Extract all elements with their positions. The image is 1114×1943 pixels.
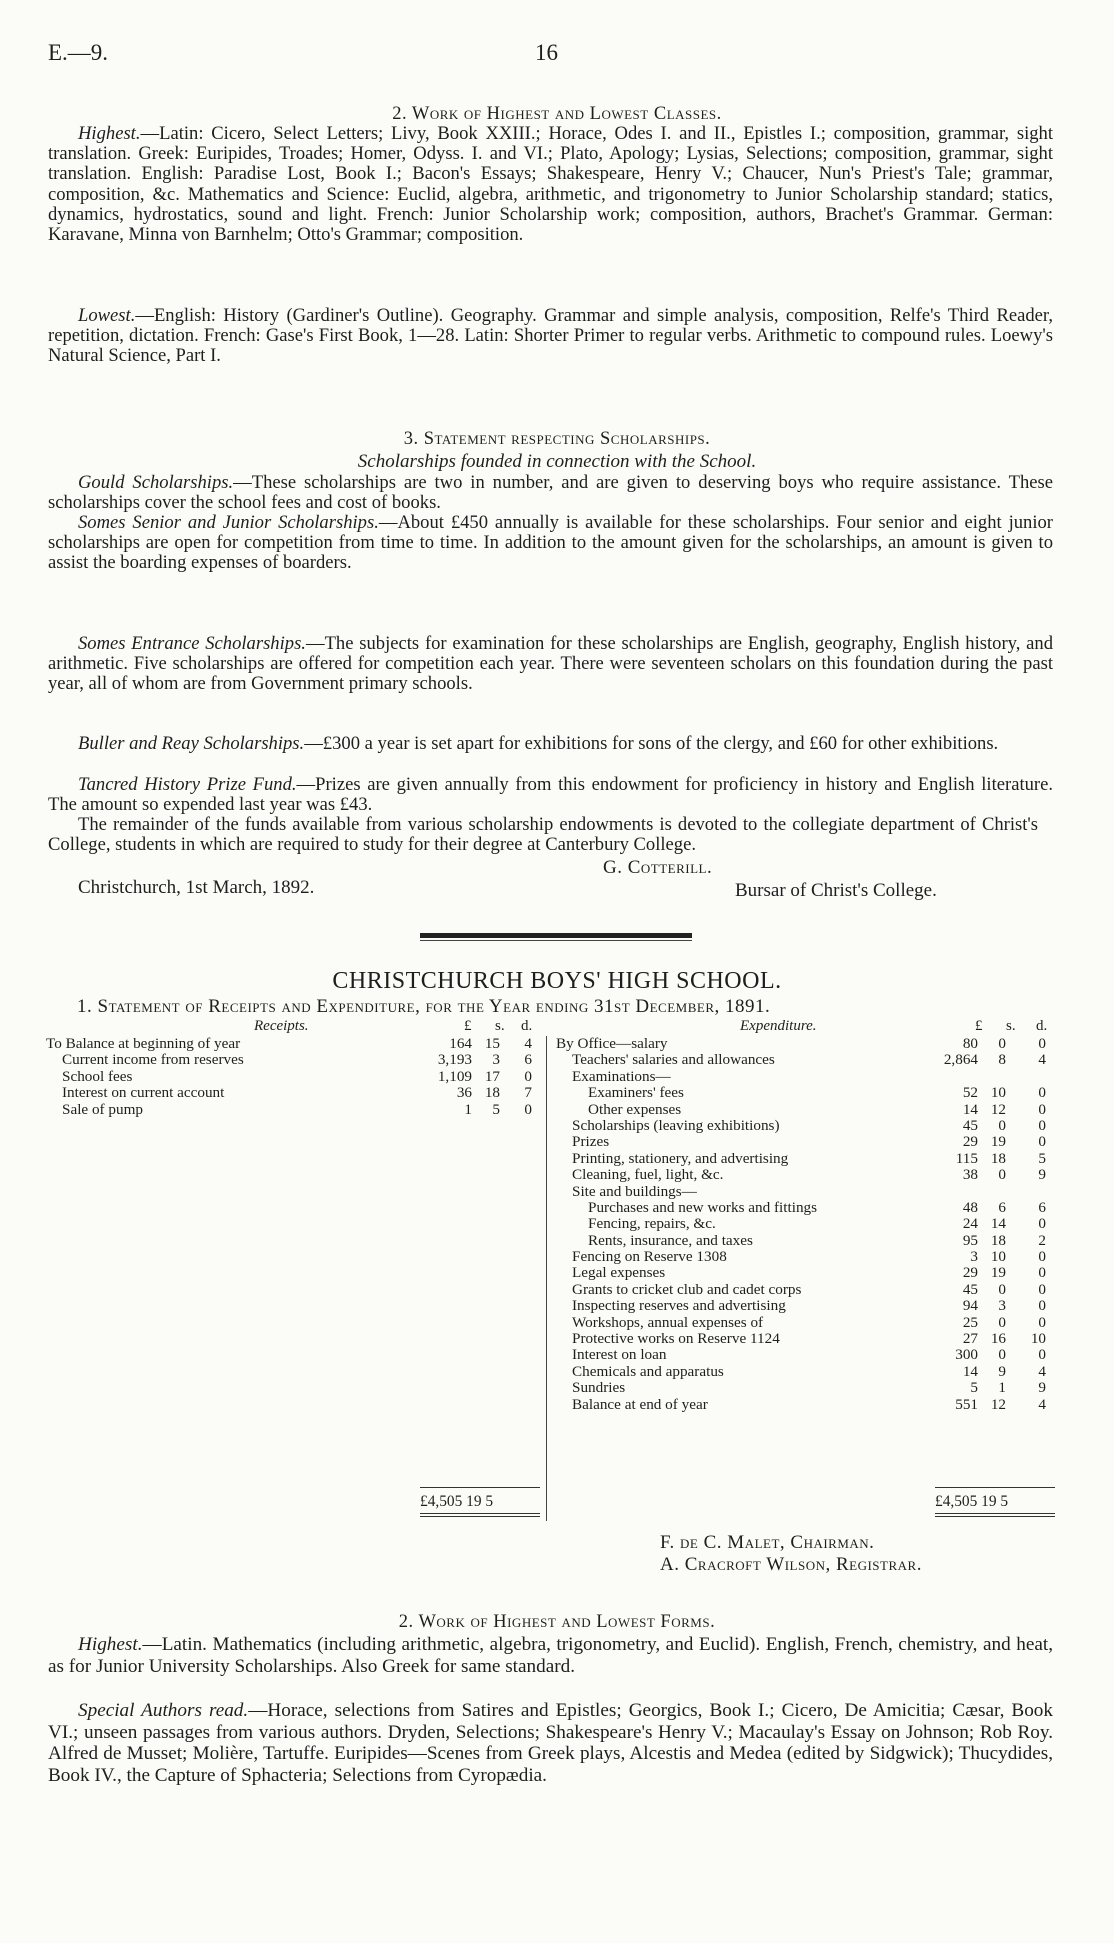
lowest-classes-paragraph	[48, 306, 1053, 367]
buller-reay-paragraph	[48, 734, 1053, 754]
expenditure-row	[556, 1364, 1056, 1380]
page-code: E.—9.	[48, 40, 109, 65]
expenditure-amount-shillings: 12	[990, 1100, 1006, 1118]
expenditure-amount-shillings: 6	[998, 1198, 1006, 1216]
receipts-total-rule	[420, 1487, 540, 1488]
somes-senior-text: —About £450 annually is available for these scholarships. Four senior and eight junior scholarships are open for competition from time to time. In addition to the amount given for the scholarships, an amount is given to assist the boarding expenses of boarders.	[48, 512, 1053, 574]
expenditure-row	[556, 1036, 1056, 1052]
receipts-amount-pence: 0	[524, 1100, 532, 1118]
expenditure-amount-pence: 4	[1038, 1395, 1046, 1413]
separator-rule	[420, 933, 692, 938]
section-heading-scholarships: 3. Statement respecting Scholarships.	[403, 429, 711, 449]
expenditure-total-double-rule-2	[935, 1516, 1055, 1517]
expenditure-amount-pounds: 45	[962, 1280, 978, 1298]
receipts-amount-pounds: 36	[456, 1084, 472, 1102]
statement-heading: 1. Statement of Receipts and Expenditure, for the Year ending 31st December, 1891.	[77, 996, 771, 1017]
expenditure-amount-shillings: 14	[990, 1215, 1006, 1233]
expenditure-amount-pence: 4	[1038, 1051, 1046, 1069]
receipts-label: To Balance at beginning of year	[46, 1035, 241, 1052]
signer-title: Bursar of Christ's College.	[735, 880, 937, 901]
forms-highest-text: —Latin. Mathematics (including arithmetic, algebra, trigonometry, and Euclid). English, French, chemistry, and heat, as for Junior University Scholarships. Also Greek for same standard.	[48, 1634, 1053, 1677]
expenditure-amount-shillings: 19	[990, 1133, 1006, 1151]
somes-entrance-label: Somes Entrance Scholarships.	[78, 633, 306, 654]
expenditure-amount-pounds: 29	[962, 1264, 978, 1282]
expenditure-amount-pounds: 48	[962, 1198, 978, 1216]
section-heading-classes: 2. Work of Highest and Lowest Classes.	[392, 104, 722, 124]
receipts-label: School fees	[62, 1067, 133, 1085]
expenditure-amount-pounds: 551	[955, 1395, 978, 1413]
expenditure-total-double-rule-1	[935, 1513, 1055, 1514]
expenditure-label: Chemicals and apparatus	[572, 1362, 724, 1380]
expenditure-label: Legal expenses	[572, 1264, 666, 1282]
expenditure-label: Scholarships (leaving exhibitions)	[572, 1116, 780, 1134]
expenditure-row	[556, 1118, 1056, 1134]
expenditure-label: Purchases and new works and fittings	[588, 1198, 818, 1216]
receipts-total-double-rule-2	[420, 1516, 540, 1517]
expenditure-amount-pounds: 300	[955, 1346, 978, 1364]
expenditure-table	[556, 1036, 1056, 1413]
remainder-paragraph: The remainder of the funds available from various scholarship endowments is devoted to the collegiate department of Christ's College, students in which are required to study for their degree at Canterbury College.	[48, 814, 1038, 856]
expenditure-row	[556, 1265, 1056, 1281]
place-date: Christchurch, 1st March, 1892.	[78, 877, 315, 898]
expenditure-amount-pounds: 115	[955, 1149, 978, 1167]
expenditure-amount-pounds: 80	[962, 1035, 978, 1052]
expenditure-amount-shillings: 0	[998, 1116, 1006, 1134]
separator-rule-thin	[420, 940, 692, 941]
expenditure-label: Fencing on Reserve 1308	[572, 1248, 727, 1266]
expenditure-row	[556, 1102, 1056, 1118]
expenditure-amount-pounds: 95	[962, 1231, 978, 1249]
receipts-label: Sale of pump	[62, 1100, 143, 1118]
gould-paragraph	[48, 473, 1053, 513]
somes-senior-label: Somes Senior and Junior Scholarships.	[78, 512, 379, 533]
expenditure-row	[556, 1216, 1056, 1232]
expenditure-amount-pence: 0	[1038, 1100, 1046, 1118]
gould-label: Gould Scholarships.	[78, 472, 234, 493]
expenditure-amount-pounds: 14	[962, 1100, 978, 1118]
expenditure-amount-shillings: 10	[990, 1084, 1006, 1102]
expenditure-amount-pence: 9	[1038, 1379, 1046, 1397]
school-title: CHRISTCHURCH BOYS' HIGH SCHOOL.	[332, 968, 782, 994]
page-number: 16	[535, 40, 558, 65]
receipts-amount-shillings: 18	[484, 1084, 500, 1102]
tancred-label: Tancred History Prize Fund.	[78, 774, 297, 795]
expenditure-amount-pence: 6	[1038, 1198, 1046, 1216]
expenditure-label: Workshops, annual expenses of	[572, 1313, 764, 1331]
expenditure-label: Sundries	[572, 1379, 626, 1397]
expenditure-amount-shillings: 3	[998, 1297, 1006, 1315]
expenditure-amount-shillings: 0	[998, 1035, 1006, 1052]
expenditure-amount-pence: 0	[1038, 1297, 1046, 1315]
expenditure-row	[556, 1249, 1056, 1265]
expenditure-label: Site and buildings—	[572, 1182, 697, 1200]
expenditure-label: Printing, stationery, and advertising	[572, 1149, 789, 1167]
receipts-amount-pounds: 1,109	[437, 1067, 472, 1085]
expenditure-row	[556, 1397, 1056, 1413]
expenditure-amount-shillings: 0	[998, 1346, 1006, 1364]
forms-highest-label: Highest.	[78, 1634, 143, 1655]
expenditure-row	[556, 1282, 1056, 1298]
signer-name: G. Cotterill.	[603, 857, 713, 878]
column-divider	[546, 1036, 547, 1521]
expenditure-amount-pence: 4	[1038, 1362, 1046, 1380]
expenditure-amount-shillings: 12	[990, 1395, 1006, 1413]
expenditure-amount-pounds: 27	[962, 1330, 978, 1348]
expenditure-amount-pounds: 3	[970, 1248, 978, 1266]
buller-reay-text: —£300 a year is set apart for exhibitions for sons of the clergy, and £60 for other exhibitions.	[304, 733, 999, 754]
expenditure-label: Fencing, repairs, &c.	[588, 1215, 716, 1233]
expenditure-amount-shillings: 19	[990, 1264, 1006, 1282]
expenditure-amount-pence: 0	[1038, 1264, 1046, 1282]
expenditure-row	[556, 1200, 1056, 1216]
expenditure-amount-pounds: 45	[962, 1116, 978, 1134]
expenditure-label: Grants to cricket club and cadet corps	[572, 1280, 802, 1298]
lowest-label: Lowest.	[78, 305, 136, 326]
somes-entrance-text: —The subjects for examination for these scholarships are English, geography, English history, and arithmetic. Five scholarships are offered for competition each year. There were seventeen scholars on this foundation during the past year, all of whom are from Government primary schools.	[48, 633, 1054, 695]
expenditure-row	[556, 1167, 1056, 1183]
expenditure-amount-pounds: 14	[962, 1362, 978, 1380]
highest-classes-paragraph	[48, 124, 1053, 245]
expenditure-amount-pounds: 38	[962, 1166, 978, 1184]
receipts-table	[46, 1036, 546, 1118]
expenditure-label: Inspecting reserves and advertising	[572, 1297, 786, 1315]
expenditure-amount-pence: 2	[1038, 1231, 1046, 1249]
expenditure-label: Examiners' fees	[588, 1084, 684, 1102]
expenditure-amount-pence: 0	[1038, 1084, 1046, 1102]
expenditure-amount-pounds: 52	[962, 1084, 978, 1102]
expenditure-amount-pounds: 2,864	[943, 1051, 978, 1069]
expenditure-amount-pence: 0	[1038, 1280, 1046, 1298]
highest-label: Highest.	[78, 123, 141, 144]
expenditure-label: Rents, insurance, and taxes	[588, 1231, 753, 1249]
receipts-amount-shillings: 15	[484, 1035, 500, 1052]
expenditure-amount-pounds: 24	[962, 1215, 978, 1233]
receipts-amount-pence: 4	[524, 1035, 532, 1052]
highest-forms-paragraph	[48, 1634, 1053, 1677]
expenditure-amount-shillings: 1	[998, 1379, 1006, 1397]
expenditure-row	[556, 1052, 1056, 1068]
expenditure-label: Cleaning, fuel, light, &c.	[572, 1166, 724, 1184]
receipts-amount-pounds: 164	[449, 1035, 472, 1052]
expenditure-row	[556, 1233, 1056, 1249]
expenditure-amount-pence: 0	[1038, 1313, 1046, 1331]
expenditure-amount-shillings: 18	[990, 1231, 1006, 1249]
receipts-total: £4,505 19 5	[420, 1493, 494, 1510]
expenditure-shilling-head: s.	[1006, 1018, 1016, 1034]
receipts-pound-head: £	[464, 1018, 472, 1034]
expenditure-heading: Expenditure.	[740, 1018, 817, 1034]
receipts-total-double-rule-1	[420, 1513, 540, 1514]
receipts-row	[46, 1069, 546, 1085]
expenditure-amount-pence: 0	[1038, 1248, 1046, 1266]
expenditure-row	[556, 1331, 1056, 1347]
chairman-signature: F. de C. Malet, Chairman.	[660, 1532, 875, 1553]
expenditure-amount-shillings: 16	[990, 1330, 1006, 1348]
receipts-amount-shillings: 17	[484, 1067, 500, 1085]
expenditure-amount-shillings: 9	[998, 1362, 1006, 1380]
tancred-text: —Prizes are given annually from this endowment for proficiency in history and English literature. The amount so expended last year was £43.	[48, 774, 1053, 816]
somes-entrance-paragraph	[48, 634, 1053, 695]
expenditure-label: By Office—salary	[556, 1035, 668, 1052]
expenditure-row	[556, 1298, 1056, 1314]
expenditure-label: Interest on loan	[572, 1346, 667, 1364]
receipts-amount-pounds: 3,193	[437, 1051, 472, 1069]
expenditure-amount-shillings: 18	[990, 1149, 1006, 1167]
receipts-amount-pence: 0	[524, 1067, 532, 1085]
receipts-heading: Receipts.	[254, 1018, 309, 1034]
section-heading-forms: 2. Work of Highest and Lowest Forms.	[398, 1612, 716, 1632]
receipts-row	[46, 1036, 546, 1052]
expenditure-total-rule	[935, 1487, 1055, 1488]
expenditure-label: Prizes	[572, 1133, 610, 1151]
expenditure-row	[556, 1085, 1056, 1101]
buller-reay-label: Buller and Reay Scholarships.	[78, 733, 305, 754]
tancred-paragraph	[48, 775, 1053, 815]
expenditure-amount-shillings: 8	[998, 1051, 1006, 1069]
highest-text: —Latin: Cicero, Select Letters; Livy, Book XXIII.; Horace, Odes I. and II., Epistles I.; composition, grammar, sight translation. Greek: Euripides, Troades; Homer, Odyss. I. and VI.; Plato, Apology; Lysias, Selections; composition, grammar, sight translation. English: Paradise Lost, Book I.; Bacon's Essays; Shakespeare, Henry V.; Chaucer, Nun's Priest's Tale; grammar, composition, &c. Mathematics and Science: Euclid, algebra, arithmetic, and trigonometry to Junior Scholarship standard; statics, dynamics, hydrostatics, sound and light. French: Junior Scholarship work; composition, authors, Brachet's Grammar. German: Karavane, Minna von Barnhelm; Otto's Grammar; composition.	[48, 123, 1053, 246]
receipts-label: Interest on current account	[62, 1084, 225, 1102]
expenditure-amount-pounds: 94	[962, 1297, 978, 1315]
receipts-amount-shillings: 3	[492, 1051, 500, 1069]
expenditure-total: £4,505 19 5	[935, 1493, 1009, 1510]
receipts-row	[46, 1085, 546, 1101]
expenditure-amount-pence: 10	[1030, 1330, 1046, 1348]
expenditure-label: Teachers' salaries and allowances	[572, 1051, 775, 1069]
expenditure-amount-shillings: 0	[998, 1280, 1006, 1298]
expenditure-amount-shillings: 10	[990, 1248, 1006, 1266]
receipts-shilling-head: s.	[495, 1018, 505, 1034]
expenditure-label: Examinations—	[572, 1067, 671, 1085]
receipts-amount-pence: 7	[524, 1084, 532, 1102]
expenditure-amount-pounds: 29	[962, 1133, 978, 1151]
expenditure-row	[556, 1134, 1056, 1150]
special-authors-paragraph	[48, 1700, 1053, 1786]
expenditure-row	[556, 1069, 1056, 1085]
expenditure-pence-head: d.	[1036, 1018, 1048, 1034]
expenditure-amount-pence: 0	[1038, 1133, 1046, 1151]
receipts-amount-pounds: 1	[464, 1100, 472, 1118]
expenditure-amount-pence: 0	[1038, 1116, 1046, 1134]
expenditure-row	[556, 1151, 1056, 1167]
receipts-amount-pence: 6	[524, 1051, 532, 1069]
receipts-row	[46, 1052, 546, 1068]
expenditure-label: Balance at end of year	[572, 1395, 708, 1413]
expenditure-label: Protective works on Reserve 1124	[572, 1330, 780, 1348]
receipts-pence-head: d.	[521, 1018, 533, 1034]
special-authors-text: —Horace, selections from Satires and Epistles; Georgics, Book I.; Cicero, De Amicitia; Cæsar, Book VI.; unseen passages from various authors. Dryden, Selections; Shakespeare's Henry V.; Macaulay's Essay on Johnson; Rob Roy. Alfred de Musset; Molière, Tartuffe. Euripides—Scenes from Greek plays, Alcestis and Medea (edited by Sidgwick); Thucydides, Book IV., the Capture of Sphacteria; Selections from Cyropædia.	[48, 1700, 1053, 1786]
expenditure-amount-shillings: 0	[998, 1166, 1006, 1184]
receipts-label: Current income from reserves	[62, 1051, 244, 1069]
registrar-signature: A. Cracroft Wilson, Registrar.	[660, 1554, 922, 1575]
expenditure-amount-pence: 0	[1038, 1215, 1046, 1233]
expenditure-row	[556, 1347, 1056, 1363]
expenditure-amount-pence: 0	[1038, 1035, 1046, 1052]
expenditure-amount-shillings: 0	[998, 1313, 1006, 1331]
expenditure-amount-pounds: 5	[970, 1379, 978, 1397]
expenditure-amount-pence: 9	[1038, 1166, 1046, 1184]
expenditure-pound-head: £	[975, 1018, 983, 1034]
expenditure-amount-pence: 5	[1038, 1149, 1046, 1167]
receipts-amount-shillings: 5	[492, 1100, 500, 1118]
expenditure-label: Other expenses	[588, 1100, 682, 1118]
lowest-text: —English: History (Gardiner's Outline). Geography. Grammar and simple analysis, composition, Relfe's Third Reader, repetition, dictation. French: Gase's First Book, 1—28. Latin: Shorter Primer to regular verbs. Arithmetic to compound rules. Loewy's Natural Science, Part I.	[48, 305, 1053, 367]
expenditure-row	[556, 1315, 1056, 1331]
expenditure-row	[556, 1184, 1056, 1200]
expenditure-amount-pence: 0	[1038, 1346, 1046, 1364]
special-authors-label: Special Authors read.	[78, 1700, 249, 1721]
expenditure-amount-pounds: 25	[962, 1313, 978, 1331]
somes-senior-paragraph	[48, 513, 1053, 574]
scholarships-subheading: Scholarships founded in connection with the School.	[357, 451, 757, 472]
gould-text: —These scholarships are two in number, and are given to deserving boys who require assistance. These scholarships cover the school fees and cost of books.	[48, 472, 1053, 514]
receipts-row	[46, 1102, 546, 1118]
expenditure-row	[556, 1380, 1056, 1396]
